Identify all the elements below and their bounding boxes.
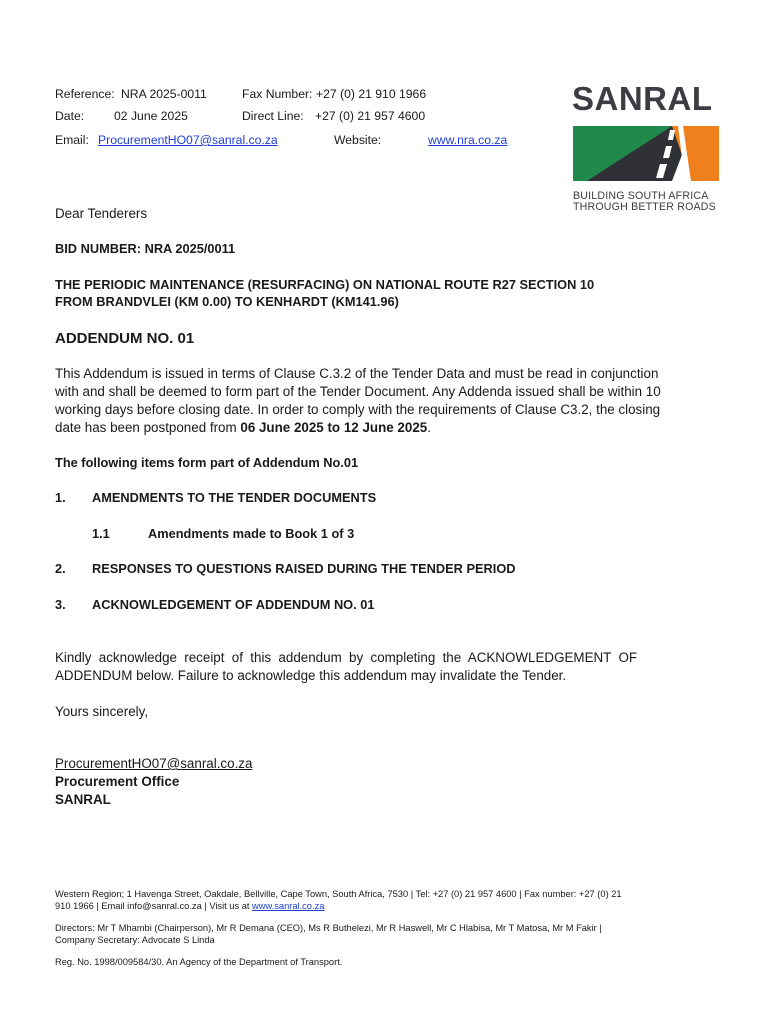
direct-line-label: Direct Line: [242, 109, 304, 123]
addendum-title: ADDENDUM NO. 01 [55, 330, 195, 347]
footer-address-line-2 [55, 900, 324, 912]
bid-number: BID NUMBER: NRA 2025/0011 [55, 241, 236, 256]
paragraph-line-4 [55, 419, 431, 437]
footer-directors-line-2: Company Secretary: Advocate S Linda [55, 935, 215, 945]
item-text: Amendments made to Book 1 of 3 [148, 526, 355, 541]
sanral-logo [572, 80, 713, 118]
paragraph-line-4-text: date has been postponed from [55, 420, 241, 435]
item-text: AMENDMENTS TO THE TENDER DOCUMENTS [92, 490, 377, 505]
item-number: 3. [55, 597, 66, 612]
item-number: 2. [55, 561, 66, 576]
signature-email-link[interactable]: ProcurementHO07@sanral.co.za [55, 756, 253, 771]
paragraph-line-1: This Addendum is issued in terms of Clause C.3.2 of the Tender Data and must be read in conjunction [55, 366, 659, 381]
subject-line-2: FROM BRANDVLEI (KM 0.00) TO KENHARDT (KM141.96) [55, 294, 399, 309]
website-link[interactable]: www.nra.co.za [428, 133, 508, 147]
email-label: Email: [55, 133, 89, 147]
acknowledge-line-2: ADDENDUM below. Failure to acknowledge this addendum may invalidate the Tender. [55, 668, 567, 683]
fax-label: Fax Number: [242, 87, 313, 101]
acknowledge-line-1: Kindly acknowledge receipt of this addendum by completing the ACKNOWLEDGEMENT OF [55, 650, 638, 665]
paragraph-line-2: with and shall be deemed to form part of the Tender Document. Any Addenda issued shall be within 10 [55, 384, 661, 399]
footer-address-line-1: Western Region; 1 Havenga Street, Oakdale, Bellville, Cape Town, South Africa, 7530 | Tel: +27 (0) 21 957 4600 | Fax number: +27 (0) 21 [55, 889, 622, 899]
item-text: RESPONSES TO QUESTIONS RAISED DURING THE TENDER PERIOD [92, 561, 516, 576]
logo-tagline-line1: BUILDING SOUTH AFRICA [573, 190, 709, 202]
email-link[interactable]: ProcurementHO07@sanral.co.za [98, 133, 278, 147]
logo-wordmark: SANRAL [572, 80, 713, 117]
road-emblem-icon [573, 126, 719, 181]
date-label: Date: [55, 109, 85, 123]
logo-tagline-line2: THROUGH BETTER ROADS [573, 201, 716, 213]
paragraph-line-3: working days before closing date. In order to comply with the requirements of Clause C3.2, the closing [55, 402, 661, 417]
footer-contact-text: 910 1966 | Email info@sanral.co.za | Visit us at [55, 901, 253, 911]
direct-line-value: +27 (0) 21 957 4600 [315, 109, 426, 123]
subject-line-1: THE PERIODIC MAINTENANCE (RESURFACING) ON NATIONAL ROUTE R27 SECTION 10 [55, 277, 595, 292]
website-label: Website: [334, 133, 382, 147]
signature-office: Procurement Office [55, 774, 180, 789]
closing: Yours sincerely, [55, 704, 149, 719]
reference-label: Reference: [55, 87, 115, 101]
item-number: 1. [55, 490, 66, 505]
item-text: ACKNOWLEDGEMENT OF ADDENDUM NO. 01 [92, 597, 375, 612]
reference-value: NRA 2025-0011 [121, 87, 207, 101]
footer-directors-line-1: Directors: Mr T Mhambi (Chairperson), Mr R Demana (CEO), Ms R Buthelezi, Mr R Haswell, Mr C Hlabisa, Mr T Matosa, Mr M Fakir | [55, 923, 602, 933]
items-intro: The following items form part of Addendum No.01 [55, 455, 359, 470]
postponed-dates: 06 June 2025 to 12 June 2025 [240, 420, 428, 435]
item-number: 1.1 [92, 526, 110, 541]
date-value: 02 June 2025 [114, 109, 188, 123]
fax-value: +27 (0) 21 910 1966 [316, 87, 427, 101]
footer-registration: Reg. No. 1998/009584/30. An Agency of the Department of Transport. [55, 957, 343, 967]
paragraph-line-4-end: . [427, 420, 431, 435]
footer-website-link[interactable]: www.sanral.co.za [252, 901, 325, 911]
signature-org: SANRAL [55, 792, 111, 807]
salutation: Dear Tenderers [55, 206, 148, 221]
